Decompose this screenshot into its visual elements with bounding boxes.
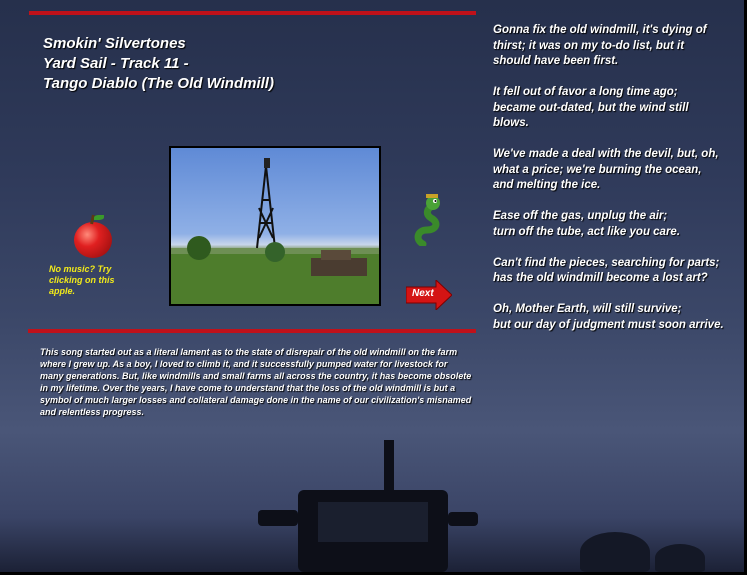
background-tree [580,532,650,572]
next-button[interactable] [406,280,452,310]
top-divider [29,11,476,15]
windmill-photo [169,146,381,306]
apple-icon[interactable] [74,222,112,258]
lyrics-verse: Ease off the gas, unplug the air; turn off the tube, act like you care. [493,210,681,238]
lyrics-verse: It fell out of favor a long time ago; became out-dated, but the wind still blows. [493,86,689,129]
middle-divider [28,329,476,333]
apple-leaf [94,215,104,220]
band-name: Smokin' Silvertones [43,35,186,52]
windmill-photo-drawing [171,148,379,304]
lyrics-verse: Gonna fix the old windmill, it's dying of thirst; it was on my to-do list, but it should have been first. [493,24,707,67]
lyrics-verse: We've made a deal with the devil, but, oh, what a price; we're burning the ocean, and melting the ice. [493,148,719,191]
lyrics-verse: Oh, Mother Earth, will still survive; but our day of judgment must soon arrive. [493,303,724,331]
song-title: Tango Diablo (The Old Windmill) [43,75,274,92]
snake-mascot-icon [413,194,447,246]
background-tree [655,544,705,572]
next-label: Next [412,288,434,299]
album-track: Yard Sail - Track 11 - [43,55,189,72]
lyrics-column [493,23,738,349]
apple-caption[interactable]: No music? Try clicking on this apple. [49,264,115,296]
song-heading [43,34,274,94]
song-story: This song started out as a literal lament as to the state of disrepair of the old windmill on the farm where I grew up. As a boy, I loved to climb it, and it successfully pumped water for livestock for many generations. But, like windmills and small farms all across the country, it has become obsolete in my lifetime. Over the years, I have come to understand that the loss of the old windmill is but a symbol of much larger losses and collateral damage done in the name of our civilization's misnamed and relentless progress. [40,347,472,417]
tractor-silhouette [258,440,478,572]
lyrics-verse: Can't find the pieces, searching for parts; has the old windmill become a lost art? [493,256,720,284]
